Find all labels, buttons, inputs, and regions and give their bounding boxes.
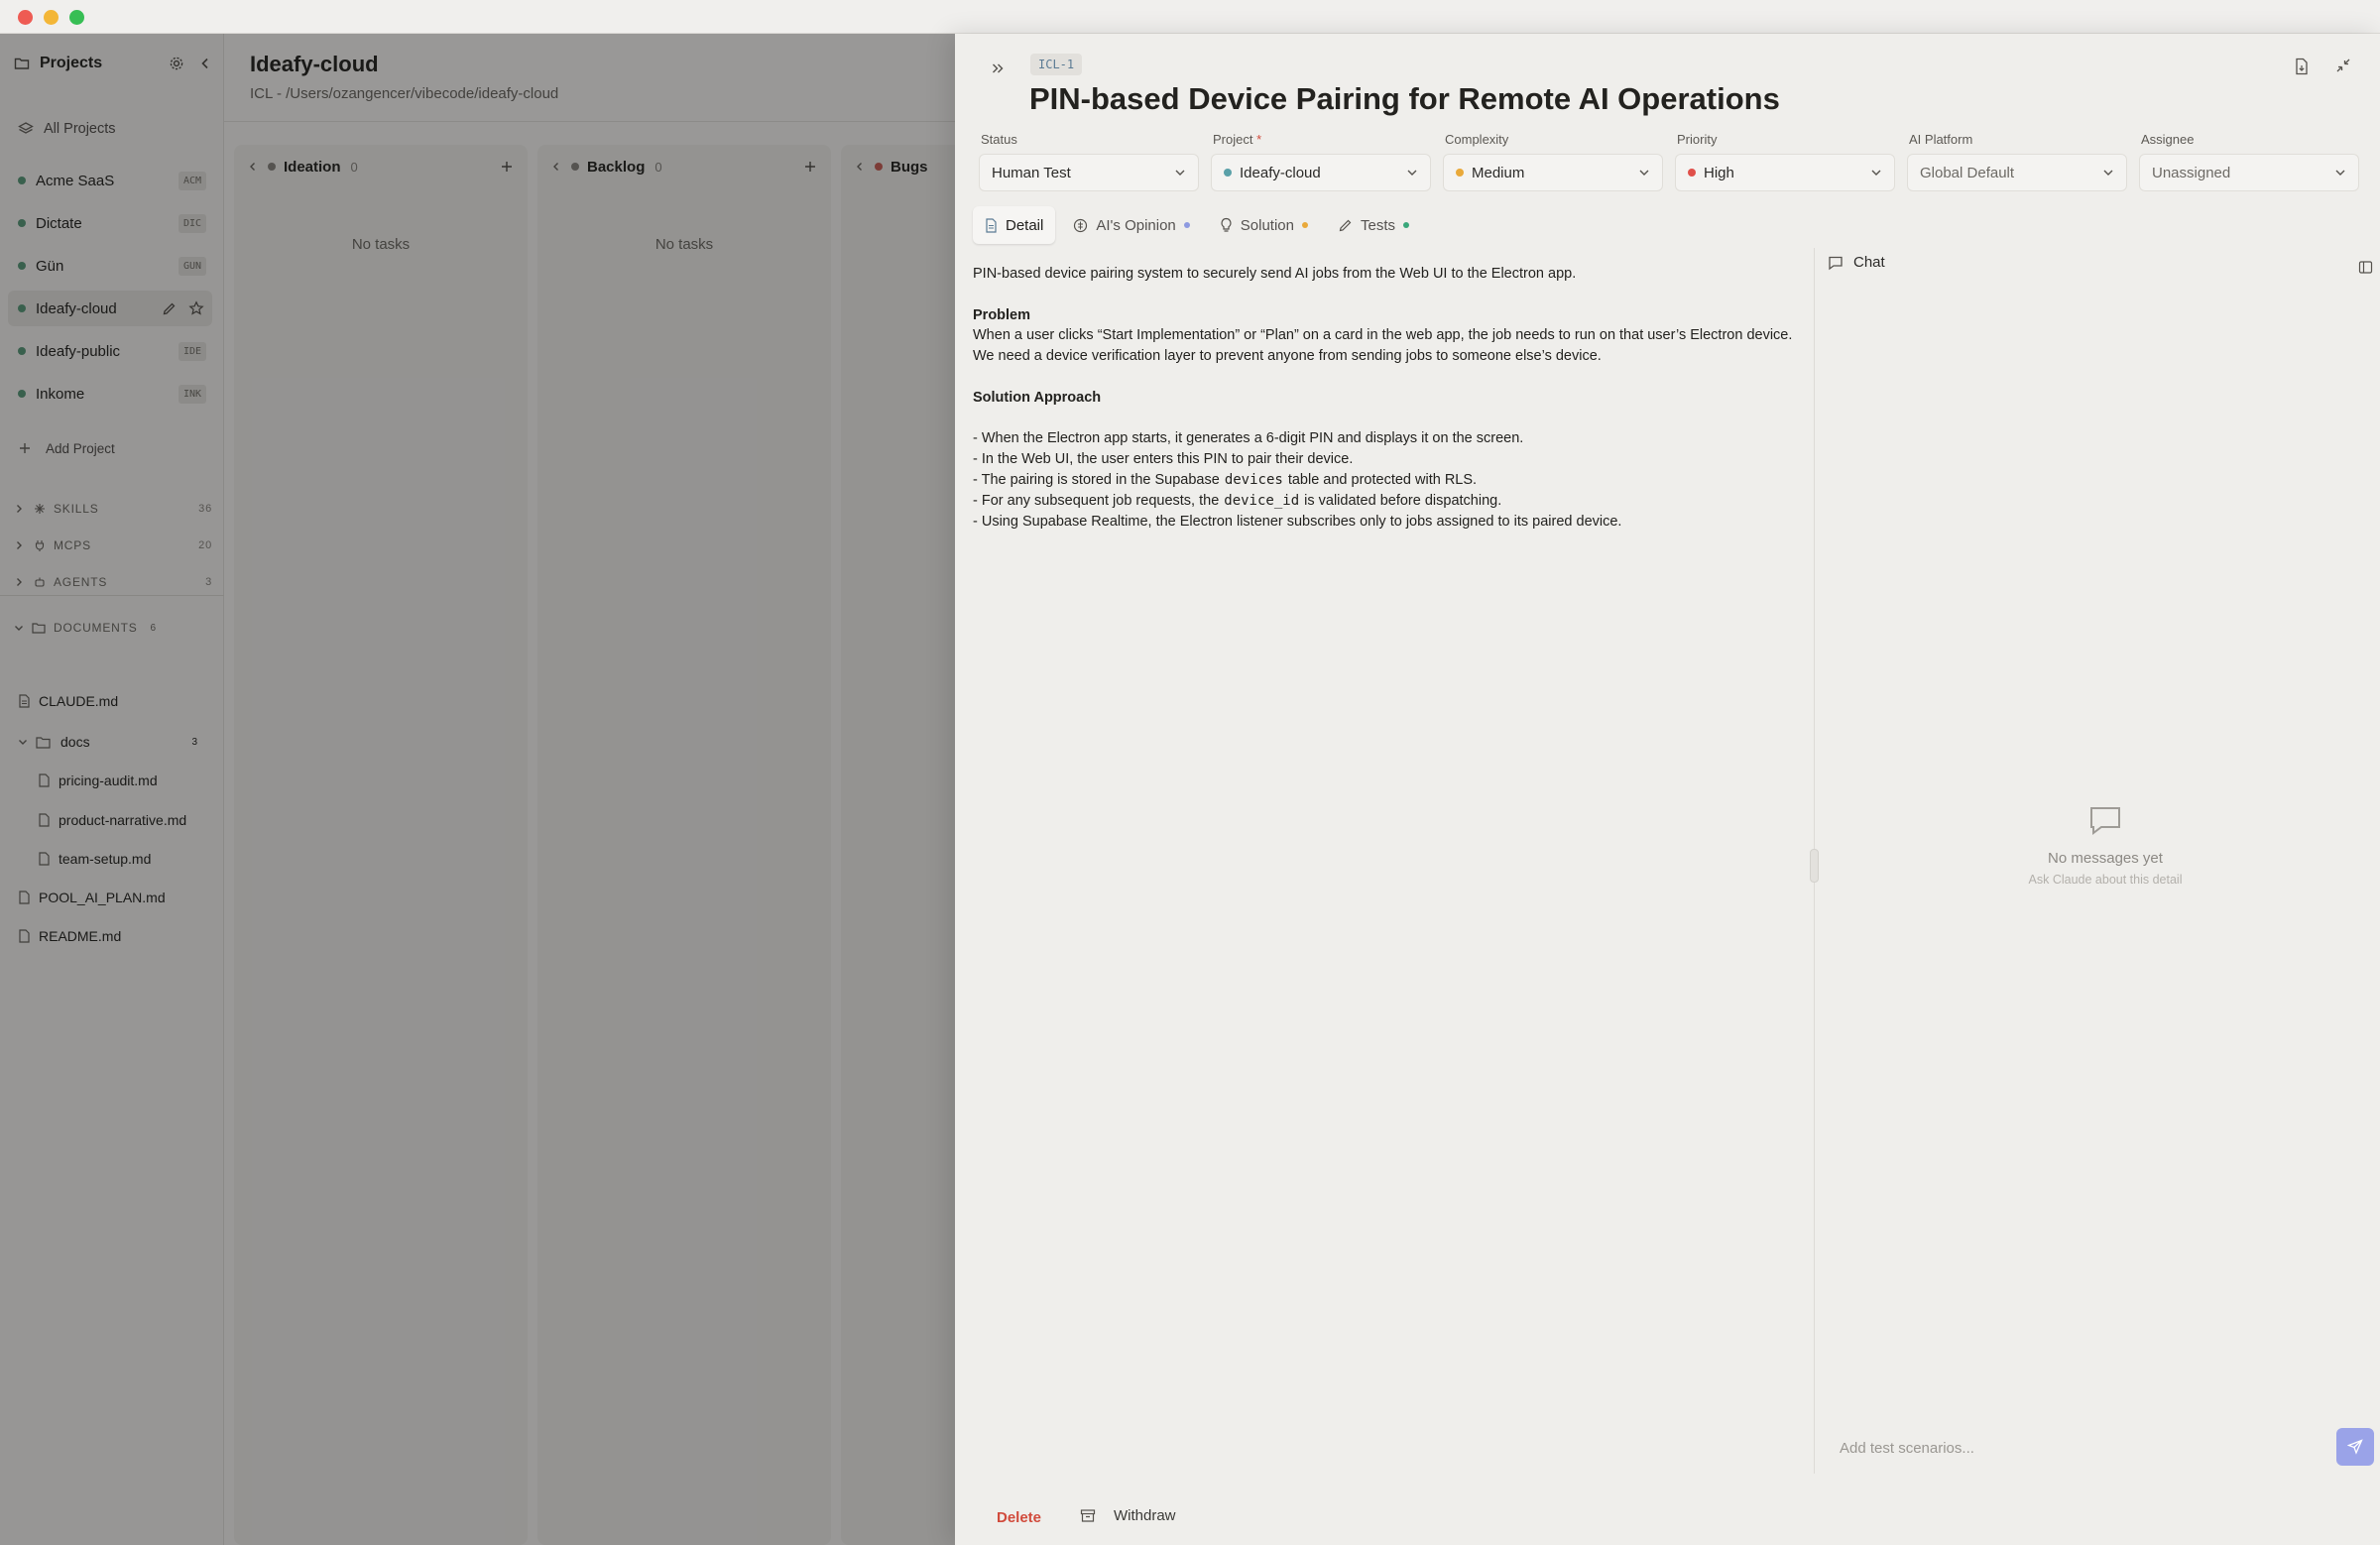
tab-ais-opinion[interactable]: [1061, 206, 1201, 244]
send-icon: [2347, 1439, 2363, 1455]
chat-bubble-icon: [1828, 255, 1844, 271]
project-name: Ideafy-cloud: [36, 299, 117, 317]
doc-name: product-narrative.md: [59, 812, 187, 828]
ai-platform-select[interactable]: [1907, 154, 2127, 191]
bullet-text: is validated before dispatching.: [1304, 492, 1502, 509]
project-dot: [1224, 169, 1232, 177]
tab-label: Solution: [1240, 216, 1294, 234]
project-name: Gün: [36, 257, 64, 275]
project-code: INK: [178, 385, 206, 404]
project-code: ACM: [178, 172, 206, 190]
section-label: AGENTS: [54, 575, 108, 589]
project-name: Dictate: [36, 214, 82, 232]
document-icon: [985, 218, 998, 233]
ai-platform-label: AI Platform: [1909, 132, 1973, 147]
status-select[interactable]: [979, 154, 1199, 191]
chevron-down-icon: [2102, 167, 2114, 178]
section-count: 20: [198, 539, 212, 551]
chevron-down-icon: [1870, 167, 1882, 178]
section-count: 3: [205, 576, 212, 588]
project-name: Ideafy-public: [36, 342, 121, 360]
project-code: GUN: [178, 257, 206, 276]
chat-empty-subtitle: Ask Claude about this detail: [2028, 873, 2183, 887]
priority-label: Priority: [1677, 132, 1718, 147]
chevron-down-icon: [1406, 167, 1418, 178]
priority-dot: [1688, 169, 1696, 177]
priority-value: High: [1704, 164, 1734, 181]
column-count: 0: [350, 159, 358, 175]
complexity-dot: [1456, 169, 1464, 177]
inline-code: devices: [1224, 471, 1283, 488]
chat-title: Chat: [1853, 254, 1885, 271]
delete-button[interactable]: Delete: [997, 1509, 1042, 1526]
documents-count: 6: [150, 622, 157, 634]
card-detail-panel: [955, 34, 2380, 1545]
detail-intro: PIN-based device pairing system to securely send AI jobs from the Web UI to the Electron app.: [973, 266, 1577, 282]
assignee-value: Unassigned: [2152, 164, 2231, 181]
solution-bullet: [973, 470, 1796, 491]
all-projects-label: All Projects: [44, 121, 116, 137]
board-path: ICL - /Users/ozangencer/vibecode/ideafy-cloud: [250, 85, 559, 102]
sidebar-title: Projects: [40, 55, 103, 71]
complexity-label: Complexity: [1445, 132, 1509, 147]
section-label: MCPS: [54, 538, 91, 552]
column-name: Ideation: [284, 158, 341, 176]
folder-name: docs: [60, 734, 90, 750]
solution-heading: Solution Approach: [973, 389, 1102, 406]
section-count: 36: [198, 503, 212, 515]
panel-footer: [955, 1497, 2380, 1545]
doc-name: README.md: [39, 928, 122, 944]
bullet-text: table and protected with RLS.: [1287, 471, 1478, 488]
withdraw-label: Withdraw: [1114, 1507, 1176, 1524]
priority-select[interactable]: [1675, 154, 1895, 191]
status-value: Human Test: [992, 164, 1071, 181]
tab-label: Detail: [1006, 216, 1044, 234]
complexity-value: Medium: [1472, 164, 1525, 181]
card-id-badge: ICL-1: [1030, 54, 1082, 75]
tab-indicator-dot: [1302, 222, 1308, 228]
board-title: Ideafy-cloud: [250, 52, 379, 76]
tab-tests[interactable]: [1326, 206, 1421, 244]
project-name: Acme SaaS: [36, 172, 115, 189]
export-document-icon[interactable]: [2294, 58, 2310, 75]
chevron-down-icon: [2334, 167, 2346, 178]
minimize-panel-icon[interactable]: [2335, 58, 2351, 73]
detail-tabs: [973, 204, 1427, 246]
window-titlebar: [0, 0, 2380, 34]
chat-bubble-icon: [2088, 805, 2122, 837]
problem-heading: Problem: [973, 306, 1031, 323]
tab-label: Tests: [1360, 216, 1395, 234]
assignee-label: Assignee: [2141, 132, 2195, 147]
doc-name: POOL_AI_PLAN.md: [39, 890, 166, 905]
tab-solution[interactable]: [1208, 206, 1320, 244]
close-window-button[interactable]: [18, 10, 33, 25]
folder-count: 3: [191, 736, 197, 748]
add-project-label: Add Project: [46, 440, 115, 456]
tab-indicator-dot: [1403, 222, 1409, 228]
section-label: SKILLS: [54, 502, 99, 516]
solution-bullet: - When the Electron app starts, it generates a 6-digit PIN and displays it on the screen.: [973, 430, 1524, 447]
project-code: DIC: [178, 214, 206, 233]
solution-bullet: [973, 491, 1796, 512]
tab-indicator-dot: [1184, 222, 1190, 228]
project-label-text: Project: [1213, 132, 1253, 147]
complexity-select[interactable]: [1443, 154, 1663, 191]
chat-header: [1828, 254, 1885, 271]
archive-icon: [1080, 1508, 1096, 1523]
project-label: [1213, 132, 1261, 147]
bullet-text: - For any subsequent job requests, the: [973, 492, 1220, 509]
ai-platform-value: Global Default: [1920, 164, 2015, 181]
solution-bullet: - In the Web UI, the user enters this PIN to pair their device.: [973, 451, 1354, 468]
paragraph-gap: [973, 367, 1796, 388]
ai-brain-icon: [1073, 218, 1088, 233]
minimize-window-button[interactable]: [44, 10, 59, 25]
project-select[interactable]: [1211, 154, 1431, 191]
column-name: Bugs: [891, 158, 928, 176]
lightbulb-icon: [1220, 217, 1233, 233]
resize-handle[interactable]: [1810, 849, 1819, 883]
project-name: Inkome: [36, 385, 85, 403]
paragraph-gap: [973, 285, 1796, 305]
status-label: Status: [981, 132, 1017, 147]
required-marker: *: [1256, 132, 1262, 147]
column-empty-text: No tasks: [351, 236, 411, 253]
card-title[interactable]: PIN-based Device Pairing for Remote AI Operations: [1029, 81, 1780, 116]
detail-body[interactable]: [973, 264, 1796, 532]
doc-name: team-setup.md: [59, 851, 152, 867]
maximize-window-button[interactable]: [69, 10, 84, 25]
tab-detail[interactable]: [973, 206, 1055, 244]
inline-code: device_id: [1224, 492, 1300, 509]
project-value: Ideafy-cloud: [1240, 164, 1321, 181]
column-empty-text: No tasks: [654, 236, 714, 253]
column-name: Backlog: [587, 158, 646, 176]
paragraph-gap: [973, 409, 1796, 429]
chevron-down-icon: [1174, 167, 1186, 178]
pencil-icon: [1338, 218, 1353, 233]
project-code: IDE: [178, 342, 206, 361]
solution-bullet: - Using Supabase Realtime, the Electron listener subscribes only to jobs assigned to its paired device.: [973, 513, 1622, 530]
sidebar-toggle-icon[interactable]: [2358, 260, 2373, 275]
documents-label: DOCUMENTS: [54, 621, 138, 635]
bullet-text: - The pairing is stored in the Supabase: [973, 471, 1220, 488]
send-button[interactable]: [2336, 1428, 2374, 1466]
chat-empty-title: No messages yet: [2048, 850, 2163, 867]
chevron-down-icon: [1638, 167, 1650, 178]
assignee-select[interactable]: [2139, 154, 2359, 191]
problem-text: When a user clicks “Start Implementation” or “Plan” on a card in the web app, the job needs to run on that user’s Electron device. We need a device verification layer to prevent anyone from sending jobs to someone else’s device.: [973, 327, 1793, 365]
collapse-panel-icon[interactable]: [991, 61, 1005, 75]
doc-name: CLAUDE.md: [39, 693, 119, 709]
withdraw-button[interactable]: [1080, 1507, 1176, 1524]
tab-label: AI's Opinion: [1096, 216, 1176, 234]
column-count: 0: [654, 159, 662, 175]
doc-name: pricing-audit.md: [59, 772, 158, 788]
chat-input[interactable]: Add test scenarios...: [1840, 1439, 1974, 1457]
chat-empty-state: [1947, 805, 2264, 887]
